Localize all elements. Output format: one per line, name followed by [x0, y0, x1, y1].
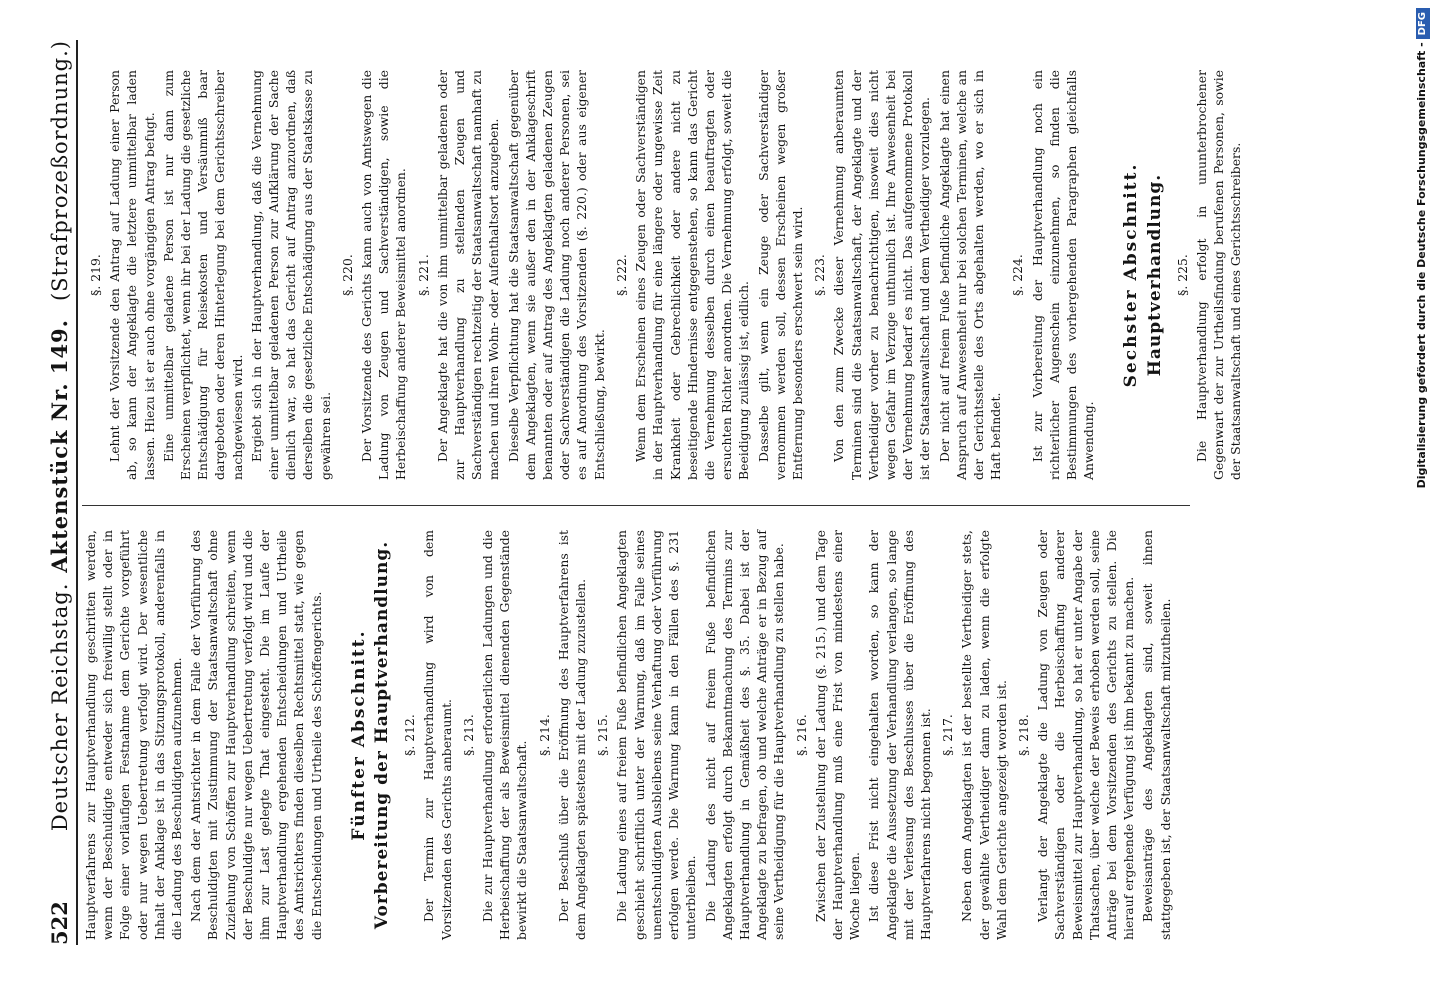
credit-text-line — [1413, 0, 1431, 1000]
paragraph-number: §. 222. — [613, 254, 629, 296]
paragraph-text: Die zur Hauptverhandlung erforderlichen Ladungen und die Herbeischaffung der als Beweismittel dienenden Gegenstände bewirkt die Staatsanwaltschaft. — [480, 530, 530, 940]
paragraph-text: Von den zum Zwecke dieser Vernehmung anberaumten Terminen sind die Staatsanwaltschaft, der Angeklagte und der Vertheidiger vorher zu benachrichtigen, insoweit dies nicht wegen Gefahr im Verzuge unthunlich ist. Ihre Anwesenheit bei der Vernehmung bedarf es nicht. Das aufgenommene Protokoll ist der Staatsanwaltschaft und dem Vertheidiger vorzulegen. — [831, 70, 933, 480]
paragraph-text: Hauptverfahrens zur Hauptverhandlung geschritten werden, wenn der Beschuldigte entweder sich freiwillig stellt oder in Folge einer vorläufigen Festnahme dem Gerichte vorgeführt oder nur wegen Uebertretung verfolgt wird. Der wesentliche Inhalt der Anklage ist in das Sitzungsprotokoll, anderenfalls in die Ladung des Beschuldigten aufzunehmen. — [83, 530, 185, 940]
paragraph-number: §. 221. — [415, 254, 431, 296]
paragraph-text: Ist zur Vorbereitung der Hauptverhandlung noch ein richterlicher Augenschein einzunehmen, so finden die Bestimmungen des vorhergehenden Paragraphen gleichfalls Anwendung. — [1029, 70, 1097, 480]
paragraph-text: Der Termin zur Hauptverhandlung wird von dem Vorsitzenden des Gerichts anberaumt. — [421, 530, 454, 940]
paragraph-text: Lehnt der Vorsitzende den Antrag auf Ladung einer Person ab, so kann der Angeklagte die letztere unmittelbar laden lassen. Hiezu ist er auch ohne vorgängigen Antrag befugt. — [107, 70, 157, 480]
paragraph-text: Nach dem der Amtsrichter in dem Falle der Vorführung des Beschuldigten mit Zustimmung der Staatsanwaltschaft ohne Zuziehung von Schöffen zur Hauptverhandlung schreiten, wenn der Beschuldigte nur wegen Uebertretung verfolgt wird und die ihm zur Last gelegte That eingesteht. Die im Laufe der Hauptverhandlung ergehenden Entscheidungen und Urtheile des Amtsrichters finden dieselben Rechtsmittel statt, wie gegen die Entscheidungen und Urtheile des Schöffengerichts. — [188, 530, 324, 940]
section-subtitle: Vorbereitung der Hauptverhandlung. — [372, 540, 393, 930]
paragraph-number: §. 223. — [812, 254, 828, 296]
dfg-logo-badge: DFG — [1416, 8, 1430, 39]
section-subtitle: Hauptverhandlung. — [1144, 173, 1165, 377]
paragraph-text: Der Angeklagte hat die von ihm unmittelbar geladenen oder zur Hauptverhandlung zu stellenden Zeugen und Sachverständigen rechtzeitig der Staatsanwaltschaft namhaft zu machen und ihren Wohn- oder Aufenthaltsort anzugeben. — [434, 70, 502, 480]
column-divider — [82, 505, 1190, 506]
paragraph-number: §. 212. — [402, 714, 418, 756]
paragraph-text: Dasselbe gilt, wenn ein Zeuge oder Sachverständiger vernommen werden soll, dessen Erscheinen wegen großer Entfernung besonders erschwert sein wird. — [755, 70, 805, 480]
paragraph-text: Der Vorsitzende des Gerichts kann auch von Amtswegen die Ladung von Zeugen und Sachverständigen, sowie die Herbeischaffung anderer Beweismittel anordnen. — [359, 70, 409, 480]
document-number: Aktenstück Nr. 149. — [47, 319, 72, 573]
digitization-credit — [1413, 0, 1431, 1000]
paragraph-number: §. 218. — [1015, 714, 1031, 756]
paragraph-text: Zwischen der Zustellung der Ladung (§. 215.) und dem Tage der Hauptverhandlung muß eine Frist von mindestens einer Woche liegen. — [812, 530, 863, 940]
page-number: 522 — [47, 901, 72, 945]
paragraph-text: Verlangt der Angeklagte die Ladung von Zeugen oder Sachverständigen oder die Herbeischaffung anderer Beweismittel zur Hauptverhandlung, so hat er unter Angabe der Thatsachen, über welche der Beweis erhoben werden soll, seine Anträge bei dem Vorsitzenden des Gerichts zu stellen. Die hierauf ergehende Verfügung ist ihm bekannt zu machen. — [1035, 530, 1137, 940]
left-column — [82, 530, 1340, 940]
paragraph-number: §. 213. — [460, 714, 476, 756]
paragraph-number: §. 224. — [1010, 254, 1026, 296]
paragraph-number: §. 215. — [595, 714, 611, 756]
paragraph-text: Der nicht auf freiem Fuße befindliche Angeklagte hat einen Anspruch auf Anwesenheit nur bei solchen Terminen, welche an der Gerichtsstelle des Orts abgehalten werden, wo er sich in Haft befindet. — [936, 70, 1004, 480]
law-title: (Strafprozeßordnung.) — [48, 40, 72, 302]
section-title: Fünfter Abschnitt. — [348, 629, 369, 841]
paragraph-text: Neben dem Angeklagten ist der bestellte Vertheidiger stets, der gewählte Vertheidiger dann zu laden, wenn die erfolgte Wahl dem Gerichte angezeigt worden ist. — [959, 530, 1009, 940]
paragraph-text: Dieselbe Verpflichtung hat die Staatsanwaltschaft gegenüber dem Angeklagten, wenn sie außer den in der Anklageschrift benannten oder auf Antrag des Angeklagten geladenen Zeugen oder Sachverständigen die Ladung noch anderer Personen, sei es auf Anordnung des Vorsitzenden (§. 220.) oder aus eigener Entschließung, bewirkt. — [505, 70, 607, 480]
section-title: Sechster Abschnitt. — [1121, 162, 1142, 388]
credit-text: Digitalisierung gefördert durch die Deutsche Forschungsgemeinschaft - — [1415, 42, 1428, 489]
paragraph-number: §. 214. — [536, 714, 552, 756]
paragraph-number: §. 217. — [940, 714, 956, 756]
paragraph-number: §. 219. — [88, 254, 103, 296]
paragraph-text: Beweisanträge des Angeklagten sind, soweit ihnen stattgegeben ist, der Staatsanwaltschaft mitzutheilen. — [1140, 530, 1173, 940]
paragraph-number: §. 225. — [1174, 254, 1190, 296]
paragraph-text: Wenn dem Erscheinen eines Zeugen oder Sachverständigen in der Hauptverhandlung für eine längere oder ungewisse Zeit Krankheit oder Gebrechlichkeit oder andere nicht zu beseitigende Hindernisse entgegenstehen, so kann das Gericht die Vernehmung desselben durch einen beauftragten oder ersuchten Richter anordnen. Die Vernehmung erfolgt, soweit die Beeidigung zulässig ist, eidlich. — [633, 70, 752, 480]
paragraph-text: Die Hauptverhandlung erfolgt in ununterbrochener Gegenwart der zur Urtheilsfindung berufenen Personen, sowie der Staatsanwaltschaft und eines Gerichtsschreibers. — [1193, 70, 1244, 480]
paragraph-number: §. 216. — [793, 714, 809, 756]
paragraph-text: Der Beschluß über die Eröffnung des Hauptverfahrens ist dem Angeklagten spätestens mit der Ladung zuzustellen. — [555, 530, 589, 940]
publication-title: Deutscher Reichstag. — [48, 582, 72, 832]
paragraph-text: Die Ladung des nicht auf freiem Fuße befindlichen Angeklagten erfolgt durch Bekanntmachung des Termins zur Hauptverhandlung in Gemäßheit des §. 35. Dabei ist der Angeklagte zu befragen, ob und welche Anträge er in Bezug auf seine Vertheidigung für die Hauptverhandlung zu stellen habe. — [702, 530, 787, 940]
right-column — [82, 70, 1340, 480]
page-header — [40, 40, 78, 945]
paragraph-text: Die Ladung eines auf freiem Fuße befindlichen Angeklagten geschieht schriftlich unter der Warnung, daß im Falle seines unentschuldigten Ausbleibens seine Verhaftung oder Vorführung erfolgen werde. Die Warnung kann in den Fällen des §. 231 unterbleiben. — [614, 530, 699, 940]
paragraph-text: Ist diese Frist nicht eingehalten worden, so kann der Angeklagte die Aussetzung der Verhandlung verlangen, so lange mit der Verlesung des Beschlusses über die Eröffnung des Hauptverfahrens nicht begonnen ist. — [866, 530, 933, 940]
paragraph-text: Eine unmittelbar geladene Person ist nur dann zum Erscheinen verpflichtet, wenn ihr bei der Ladung die gesetzliche Entschädigung für Reisekosten und Versäumniß baar dargeboten oder deren Hinterlegung bei dem Gerichtsschreiber nachgewiesen wird. — [160, 70, 245, 480]
paragraph-text: Ergiebt sich in der Hauptverhandlung, daß die Vernehmung einer unmittelbar geladenen Person zur Aufklärung der Sache dienlich war, so hat das Gericht auf Antrag anzuordnen, daß derselben die gesetzliche Entschädigung aus der Staatskasse zu gewähren sei. — [248, 70, 333, 480]
paragraph-number: §. 220. — [339, 254, 355, 296]
